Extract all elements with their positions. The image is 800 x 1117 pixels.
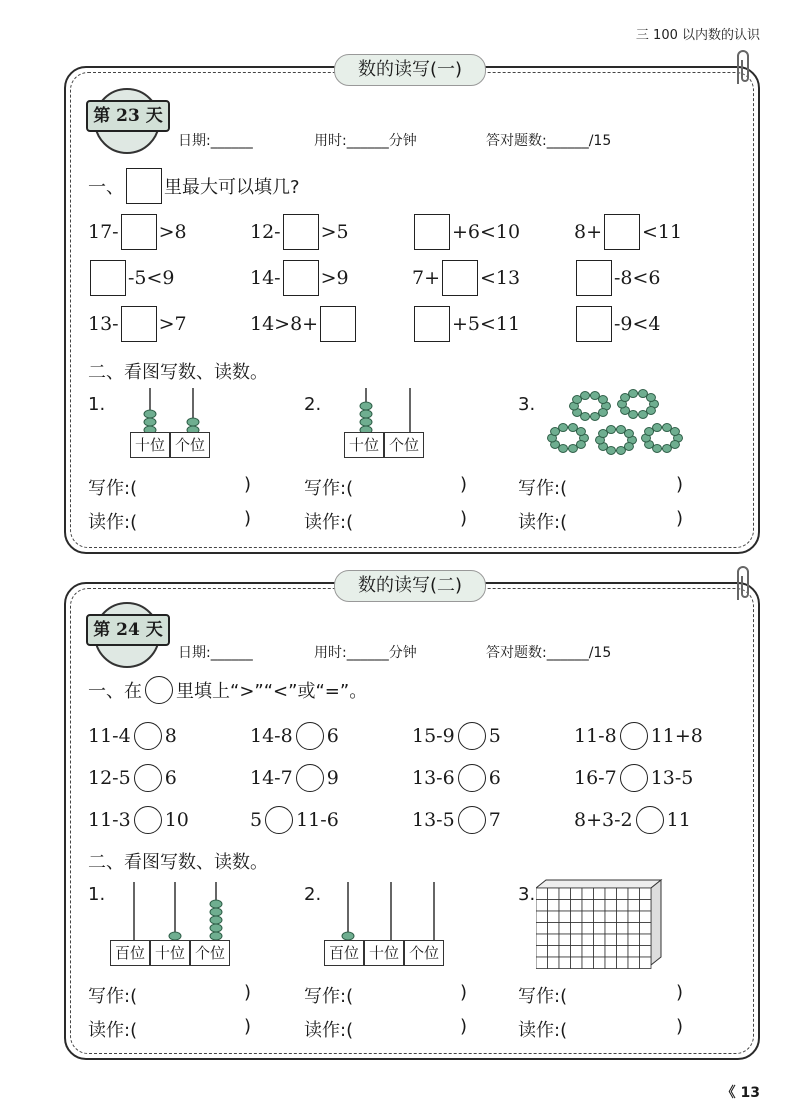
expression [88, 260, 175, 296]
expression-text: 11 [666, 809, 691, 831]
expression [88, 718, 177, 754]
answer-box-icon [126, 168, 162, 204]
bead [573, 396, 582, 404]
bead [590, 412, 599, 420]
place-value-table [324, 940, 444, 966]
abacus-icon [110, 880, 250, 942]
write-label: 写作:( [304, 986, 354, 1007]
write-close: ) [676, 982, 684, 1003]
expression-text: 6 [488, 767, 501, 789]
answer-circle[interactable] [296, 722, 324, 750]
bead [638, 410, 647, 418]
ones-cell: 个位 [384, 432, 424, 458]
answer-circle[interactable] [620, 764, 648, 792]
q1-text: 里最大可以填几? [164, 177, 300, 198]
bead [624, 442, 633, 450]
hundreds-cell: 百位 [324, 940, 364, 966]
ones-cell: 个位 [190, 940, 230, 966]
answer-circle[interactable] [265, 806, 293, 834]
item-2-number: 2. [304, 394, 322, 415]
tens-cell: 十位 [364, 940, 404, 966]
expression-text: 12- [250, 221, 281, 243]
expression [574, 260, 661, 296]
expression [88, 802, 189, 838]
bead [607, 446, 616, 454]
answer-circle[interactable] [134, 764, 162, 792]
expression-text: 5 [250, 809, 263, 831]
answer-box[interactable] [414, 306, 450, 342]
tens-cell: 十位 [344, 432, 384, 458]
expression [574, 306, 661, 342]
lesson-title: 数的读写(一) [334, 54, 486, 86]
expression [574, 760, 693, 796]
tens-cell: 十位 [150, 940, 190, 966]
expression-text: 7+ [412, 267, 441, 289]
hundreds-cell: 百位 [110, 940, 150, 966]
abacus-icon [128, 386, 228, 436]
read-close: ) [460, 1016, 468, 1037]
page-mark: 《 [721, 1085, 736, 1101]
page-number: 13 [740, 1085, 760, 1101]
read-close: ) [460, 508, 468, 529]
expression [412, 260, 520, 296]
expression-text: 8+ [574, 221, 603, 243]
bead [670, 440, 679, 448]
answer-circle[interactable] [636, 806, 664, 834]
expression [574, 802, 691, 838]
write-close: ) [460, 982, 468, 1003]
bead [616, 446, 625, 454]
ones-cell: 个位 [404, 940, 444, 966]
expression-text: -5<9 [128, 267, 175, 289]
time-field: 用时:______分钟 [314, 133, 417, 149]
item-2-number: 2. [304, 884, 322, 905]
lesson-card-24 [64, 575, 760, 1060]
read-close: ) [676, 508, 684, 529]
expression-text: 10 [164, 809, 189, 831]
expression [250, 760, 339, 796]
question-2: 二、看图写数、读数。 [88, 852, 268, 873]
expression-text: 14-7 [250, 767, 293, 789]
expression-text: 13-6 [412, 767, 455, 789]
expression-text: 6 [326, 725, 339, 747]
expression [88, 214, 187, 250]
ones-cell: 个位 [170, 432, 210, 458]
read-label: 读作:( [304, 1020, 354, 1041]
expression-text: 8+3-2 [574, 809, 633, 831]
read-close: ) [244, 508, 252, 529]
bead [568, 424, 577, 432]
bead [646, 406, 655, 414]
day-badge [86, 602, 166, 682]
expression [250, 306, 358, 342]
bead [598, 408, 607, 416]
q1-prefix: 一、在 [88, 681, 142, 702]
expression [412, 802, 501, 838]
date-field: 日期:______ [178, 645, 253, 661]
answer-box[interactable] [121, 214, 157, 250]
expression-text: +5<11 [452, 313, 521, 335]
expression-text: 17- [88, 221, 119, 243]
expression [88, 760, 177, 796]
answer-circle[interactable] [134, 722, 162, 750]
expression-text: >7 [158, 313, 187, 335]
expression-text: 14-8 [250, 725, 293, 747]
paperclip-icon [730, 46, 756, 86]
expression-text: -9<4 [614, 313, 661, 335]
expression-text: 8 [164, 725, 177, 747]
bead [568, 444, 577, 452]
item-1-number: 1. [88, 884, 106, 905]
expression-text: -8<6 [614, 267, 661, 289]
read-label: 读作:( [88, 1020, 138, 1041]
answer-circle[interactable] [134, 806, 162, 834]
answer-box[interactable] [442, 260, 478, 296]
expression-text: >5 [320, 221, 349, 243]
bead [653, 424, 662, 432]
bead [559, 444, 568, 452]
answer-box[interactable] [576, 306, 612, 342]
item-1-number: 1. [88, 394, 106, 415]
read-close: ) [676, 1016, 684, 1037]
bead [590, 392, 599, 400]
answer-circle-icon [145, 676, 173, 704]
score-field: 答对题数:______/15 [486, 133, 612, 149]
abacus-icon [324, 880, 464, 942]
bead-rings-icon [538, 384, 688, 464]
expression-text: 13-5 [412, 809, 455, 831]
bead [638, 390, 647, 398]
paperclip-icon [730, 562, 756, 602]
write-close: ) [244, 474, 252, 495]
answer-circle[interactable] [458, 722, 486, 750]
lesson-title: 数的读写(二) [334, 570, 486, 602]
date-field: 日期:______ [178, 133, 253, 149]
answer-circle[interactable] [296, 764, 324, 792]
read-label: 读作:( [304, 512, 354, 533]
question-1 [88, 168, 300, 204]
item-3-number: 3. [518, 884, 536, 905]
expression-text: 14- [250, 267, 281, 289]
bead [629, 390, 638, 398]
expression [412, 718, 501, 754]
expression-text: 11-4 [88, 725, 131, 747]
expression-text: 14>8+ [250, 313, 319, 335]
abacus-icon [342, 386, 442, 436]
bead [581, 412, 590, 420]
score-field: 答对题数:______/15 [486, 645, 612, 661]
expression-text: <11 [642, 221, 683, 243]
answer-box[interactable] [283, 260, 319, 296]
chapter-title: 100 以内数的认识 [653, 28, 760, 43]
write-label: 写作:( [304, 478, 354, 499]
bead [576, 440, 585, 448]
answer-box[interactable] [576, 260, 612, 296]
expression [412, 306, 520, 342]
expression [574, 718, 703, 754]
expression-text: 11+8 [650, 725, 703, 747]
question-2: 二、看图写数、读数。 [88, 362, 268, 383]
tens-cell: 十位 [130, 432, 170, 458]
expression-text: 11-3 [88, 809, 131, 831]
read-close: ) [244, 1016, 252, 1037]
expression-text: >8 [158, 221, 187, 243]
bead [662, 424, 671, 432]
expression-text: <13 [480, 267, 521, 289]
q1-prefix: 一、 [88, 177, 124, 198]
expression [412, 214, 520, 250]
write-close: ) [676, 474, 684, 495]
write-label: 写作:( [518, 478, 568, 499]
question-1 [88, 676, 367, 704]
bead [645, 428, 654, 436]
page-footer [722, 1082, 760, 1102]
write-close: ) [460, 474, 468, 495]
expression-text: >9 [320, 267, 349, 289]
expression-text: 9 [326, 767, 339, 789]
bead [607, 426, 616, 434]
expression [412, 760, 501, 796]
place-value-table [110, 940, 230, 966]
time-field: 用时:______分钟 [314, 645, 417, 661]
expression-text: +6<10 [452, 221, 521, 243]
answer-box[interactable] [283, 214, 319, 250]
expression [250, 260, 349, 296]
answer-box[interactable] [604, 214, 640, 250]
expression-text: 12-5 [88, 767, 131, 789]
hundred-grid-icon [536, 878, 666, 970]
bead [653, 444, 662, 452]
bead [576, 428, 585, 436]
answer-circle[interactable] [620, 722, 648, 750]
expression-text: 13-5 [650, 767, 694, 789]
bead [629, 410, 638, 418]
lesson-card-23 [64, 59, 760, 554]
expression [574, 214, 682, 250]
answer-circle[interactable] [458, 806, 486, 834]
bead [551, 428, 560, 436]
bead [662, 444, 671, 452]
bead [559, 424, 568, 432]
write-label: 写作:( [88, 478, 138, 499]
expression [250, 214, 349, 250]
place-value-table [130, 432, 210, 458]
expression-text: 13- [88, 313, 119, 335]
expression-text: 16-7 [574, 767, 617, 789]
expression [250, 718, 339, 754]
expression-text: 7 [488, 809, 501, 831]
answer-box[interactable] [121, 306, 157, 342]
bead [624, 430, 633, 438]
bead [599, 430, 608, 438]
bead [646, 394, 655, 402]
day-badge [86, 88, 166, 168]
place-value-table [344, 432, 424, 458]
bead [581, 392, 590, 400]
read-label: 读作:( [518, 1020, 568, 1041]
page-header [636, 24, 760, 43]
answer-box[interactable] [414, 214, 450, 250]
day-label: 第 24 天 [86, 614, 170, 646]
read-label: 读作:( [518, 512, 568, 533]
section-marker: 三 [635, 28, 649, 43]
bead [598, 396, 607, 404]
expression-text: 5 [488, 725, 501, 747]
write-label: 写作:( [518, 986, 568, 1007]
expression-text: 11-6 [296, 809, 339, 831]
q1-text: 里填上“>”“<”或“=”。 [176, 681, 368, 702]
expression-text: 6 [164, 767, 177, 789]
expression [88, 306, 187, 342]
expression [250, 802, 339, 838]
expression-text: 15-9 [412, 725, 455, 747]
bead [616, 426, 625, 434]
answer-circle[interactable] [458, 764, 486, 792]
item-3-number: 3. [518, 394, 536, 415]
write-label: 写作:( [88, 986, 138, 1007]
bead [621, 394, 630, 402]
day-label: 第 23 天 [86, 100, 170, 132]
bead [670, 428, 679, 436]
write-close: ) [244, 982, 252, 1003]
expression-text: 11-8 [574, 725, 617, 747]
answer-box[interactable] [90, 260, 126, 296]
answer-box[interactable] [320, 306, 356, 342]
read-label: 读作:( [88, 512, 138, 533]
